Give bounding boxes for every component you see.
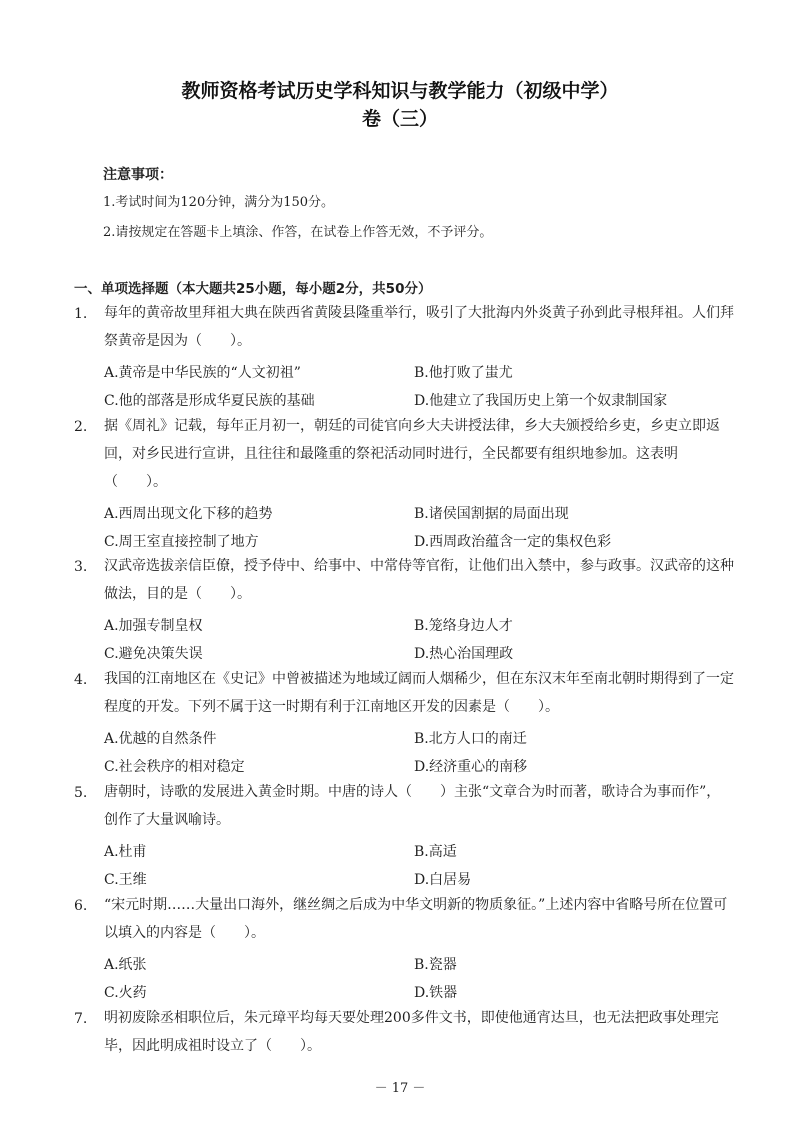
page-subtitle: 卷（三） (361, 108, 438, 130)
question-number: 3. (74, 559, 88, 575)
option-b[interactable]: B.诸侯国割据的局面出现 (414, 506, 569, 522)
option-c[interactable]: C.王维 (104, 872, 147, 888)
option-d[interactable]: D.铁器 (414, 985, 458, 1001)
option-d[interactable]: D.他建立了我国历史上第一个奴隶制国家 (414, 393, 668, 409)
question-text: “宋元时期……大量出口海外，继丝绸之后成为中华文明新的物质象征。”上述内容中省略号所在位置可以填入的内容是（ ）。 (104, 897, 728, 941)
page-number: － 17 － (374, 1081, 426, 1096)
question-number: 2. (74, 419, 88, 435)
option-d[interactable]: D.白居易 (414, 872, 472, 888)
option-c[interactable]: C.周王室直接控制了地方 (104, 534, 259, 550)
question-text: 明初废除丞相职位后，朱元璋平均每天要处理200多件文书，即使他通宵达旦，也无法把政事处理完毕，因此明成祖时设立了（ ）。 (104, 1010, 719, 1054)
question-number: 5. (74, 785, 88, 801)
option-c[interactable]: C.避免决策失误 (104, 646, 203, 662)
question-text: 每年的黄帝故里拜祖大典在陕西省黄陵县隆重举行，吸引了大批海内外炎黄子孙到此寻根拜祖。人们拜祭黄帝是因为（ ）。 (104, 305, 734, 349)
option-a[interactable]: A.黄帝是中华民族的“人文初祖” (104, 365, 301, 381)
option-b[interactable]: B.瓷器 (414, 957, 457, 973)
option-a[interactable]: A.优越的自然条件 (104, 731, 217, 747)
option-d[interactable]: D.热心治国理政 (414, 646, 514, 662)
option-c[interactable]: C.他的部落是形成华夏民族的基础 (104, 393, 315, 409)
question-number: 4. (74, 672, 88, 688)
option-a[interactable]: A.加强专制皇权 (104, 618, 203, 634)
question-text: 我国的江南地区在《史记》中曾被描述为地域辽阔而人烟稀少，但在东汉末年至南北朝时期得到了一定程度的开发。下列不属于这一时期有利于江南地区开发的因素是（ ）。 (104, 671, 734, 715)
question-number: 1. (74, 306, 88, 322)
question-text: 据《周礼》记载，每年正月初一，朝廷的司徒官向乡大夫讲授法律，乡大夫颁授给乡吏，乡吏立即返回，对乡民进行宣讲，且往往和最隆重的祭祀活动同时进行，全民都要有组织地参加。这表明（ ）。 (104, 418, 720, 490)
option-a[interactable]: A.西周出现文化下移的趋势 (104, 506, 273, 522)
option-a[interactable]: A.杜甫 (104, 844, 147, 860)
option-c[interactable]: C.火药 (104, 985, 147, 1001)
option-c[interactable]: C.社会秩序的相对稳定 (104, 759, 245, 775)
option-d[interactable]: D.西周政治蕴含一定的集权色彩 (414, 534, 612, 550)
page-title: 教师资格考试历史学科知识与教学能力（初级中学） (181, 80, 619, 102)
section-title: 一、单项选择题（本大题共25小题，每小题2分，共50分） (74, 281, 432, 297)
notice-item: 2.请按规定在答题卡上填涂、作答，在试卷上作答无效，不予评分。 (103, 225, 493, 240)
option-d[interactable]: D.经济重心的南移 (414, 759, 528, 775)
notice-item: 1.考试时间为120分钟，满分为150分。 (103, 195, 335, 210)
notice-heading: 注意事项： (103, 167, 173, 183)
option-b[interactable]: B.高适 (414, 844, 457, 860)
option-a[interactable]: A.纸张 (104, 957, 147, 973)
option-b[interactable]: B.笼络身边人才 (414, 618, 513, 634)
question-text: 唐朝时，诗歌的发展进入黄金时期。中唐的诗人（ ）主张“文章合为时而著，歌诗合为事而作”，创作了大量讽喻诗。 (104, 784, 721, 828)
question-number: 7. (74, 1011, 88, 1027)
question-number: 6. (74, 898, 88, 914)
option-b[interactable]: B.北方人口的南迁 (414, 731, 527, 747)
question-text: 汉武帝选拔亲信臣僚，授予侍中、给事中、中常侍等官衔，让他们出入禁中，参与政事。汉武帝的这种做法，目的是（ ）。 (104, 558, 734, 602)
option-b[interactable]: B.他打败了蚩尤 (414, 365, 513, 381)
